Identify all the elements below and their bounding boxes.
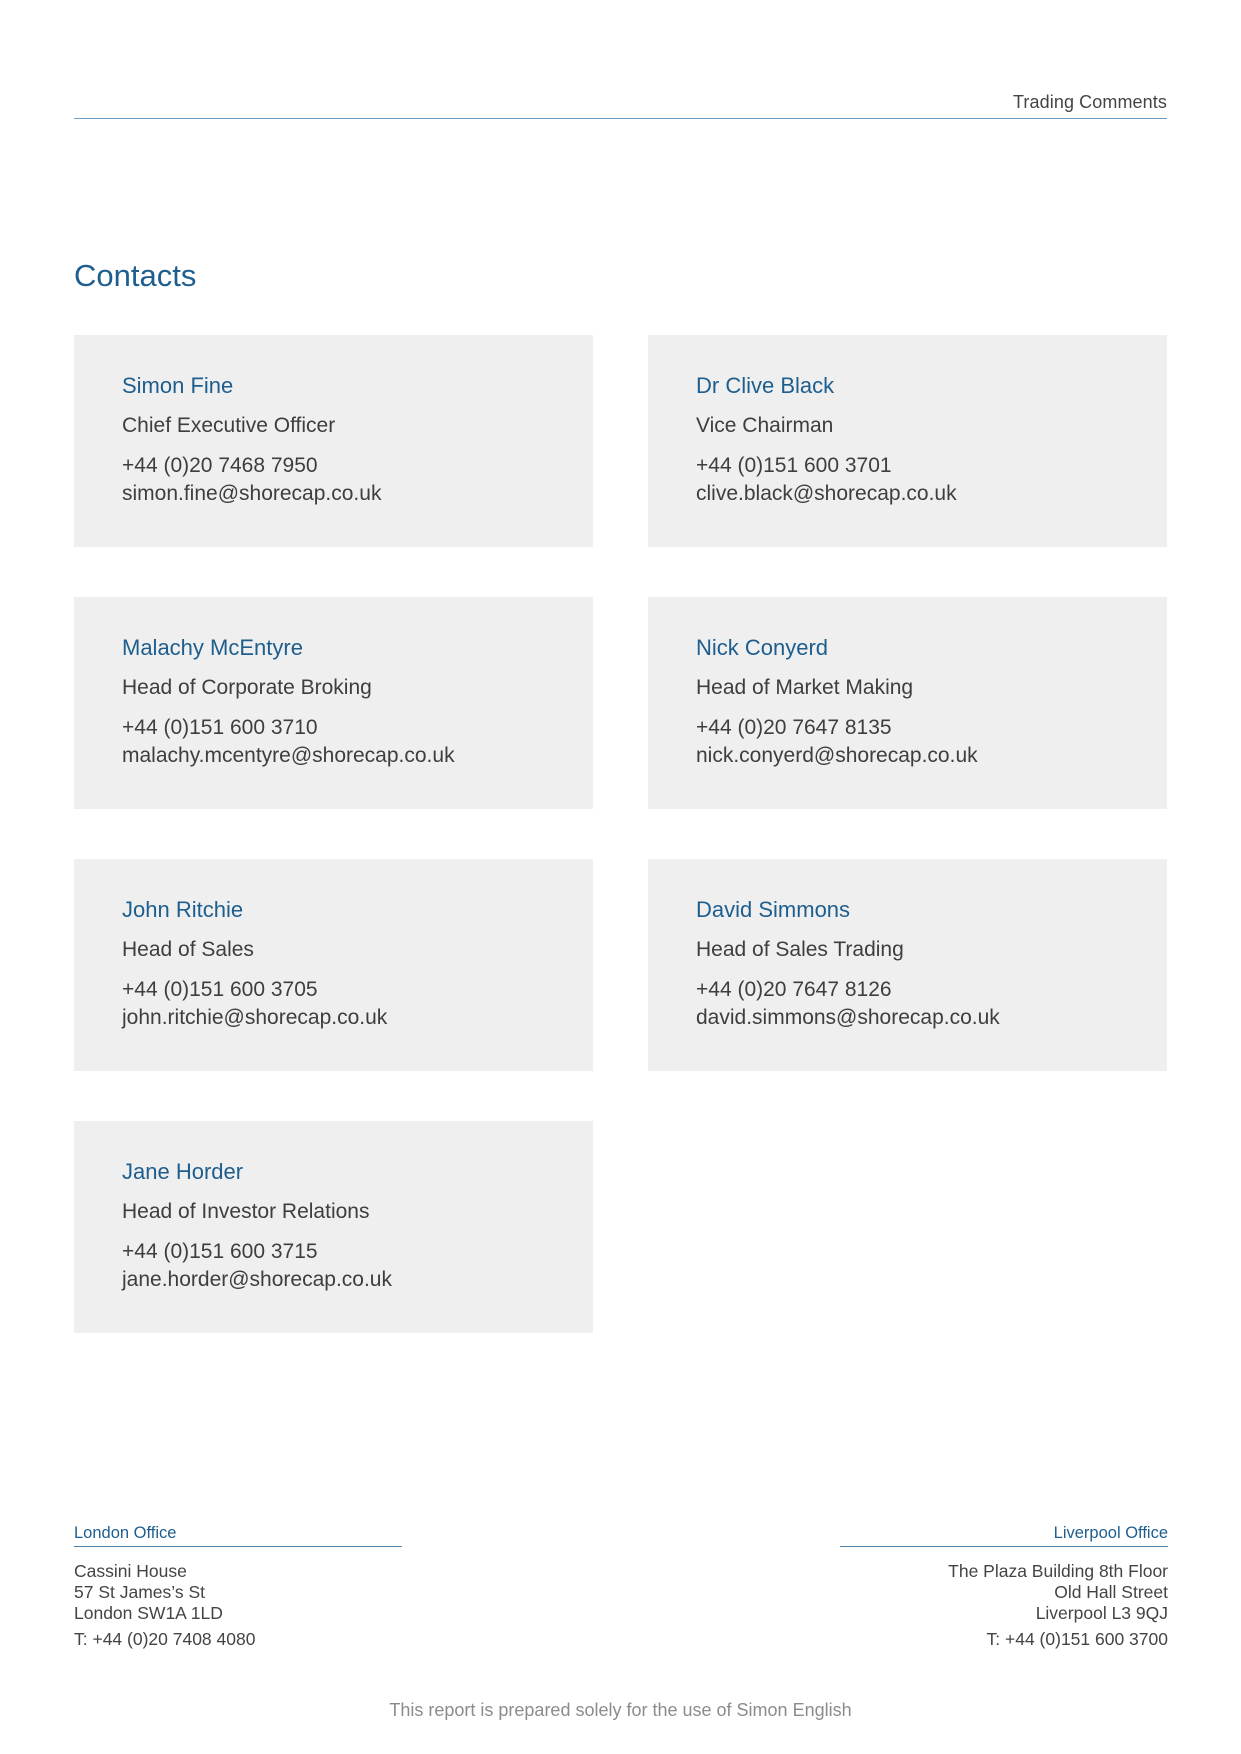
address-line: London SW1A 1LD — [74, 1603, 223, 1623]
contact-name: Dr Clive Black — [696, 373, 835, 398]
contact-name: John Ritchie — [122, 897, 244, 922]
contact-phone: +44 (0)20 7468 7950 — [122, 454, 318, 477]
contact-phone: +44 (0)20 7647 8135 — [696, 716, 892, 739]
liverpool-office — [840, 1524, 1168, 1650]
office-phone: T: +44 (0)20 7408 4080 — [74, 1629, 256, 1649]
contact-role: Head of Sales — [122, 938, 254, 961]
contact-card — [648, 859, 1167, 1071]
office-address — [74, 1561, 402, 1624]
contact-card — [74, 1121, 593, 1333]
contact-email[interactable]: david.simmons@shorecap.co.uk — [696, 1006, 1000, 1029]
contact-role: Head of Market Making — [696, 676, 914, 699]
contact-card — [74, 859, 593, 1071]
contact-name: Malachy McEntyre — [122, 635, 303, 660]
contact-phone: +44 (0)20 7647 8126 — [696, 978, 892, 1001]
office-address — [840, 1561, 1168, 1624]
london-office — [74, 1524, 402, 1650]
office-title: London Office — [74, 1524, 402, 1547]
contact-name: Jane Horder — [122, 1159, 244, 1184]
address-line: Cassini House — [74, 1561, 187, 1581]
header-divider — [74, 118, 1167, 119]
contact-phone: +44 (0)151 600 3701 — [696, 454, 892, 477]
contact-card — [648, 597, 1167, 809]
contact-name: Simon Fine — [122, 373, 234, 398]
page-title: Contacts — [74, 258, 197, 293]
contact-card — [74, 597, 593, 809]
contact-role: Head of Sales Trading — [696, 938, 904, 961]
contact-phone: +44 (0)151 600 3715 — [122, 1240, 318, 1263]
contact-role: Chief Executive Officer — [122, 414, 336, 437]
contact-email[interactable]: jane.horder@shorecap.co.uk — [122, 1268, 392, 1291]
contact-email[interactable]: clive.black@shorecap.co.uk — [696, 482, 957, 505]
contact-email[interactable]: nick.conyerd@shorecap.co.uk — [696, 744, 978, 767]
contact-email[interactable]: malachy.mcentyre@shorecap.co.uk — [122, 744, 455, 767]
contact-phone: +44 (0)151 600 3710 — [122, 716, 318, 739]
address-line: Liverpool L3 9QJ — [1035, 1603, 1168, 1623]
contact-phone: +44 (0)151 600 3705 — [122, 978, 318, 1001]
contact-name: Nick Conyerd — [696, 635, 829, 660]
contact-email[interactable]: simon.fine@shorecap.co.uk — [122, 482, 382, 505]
header-label: Trading Comments — [1013, 92, 1167, 112]
footer-note: This report is prepared solely for the use of Simon English — [389, 1700, 852, 1720]
address-line: Old Hall Street — [1054, 1582, 1168, 1602]
contact-card — [648, 335, 1167, 547]
address-line: The Plaza Building 8th Floor — [948, 1561, 1168, 1581]
contact-role: Vice Chairman — [696, 414, 834, 437]
contact-name: David Simmons — [696, 897, 851, 922]
contact-role: Head of Investor Relations — [122, 1200, 370, 1223]
office-title: Liverpool Office — [840, 1524, 1168, 1547]
office-phone: T: +44 (0)151 600 3700 — [986, 1629, 1168, 1649]
contact-email[interactable]: john.ritchie@shorecap.co.uk — [122, 1006, 388, 1029]
contact-role: Head of Corporate Broking — [122, 676, 372, 699]
contact-card — [74, 335, 593, 547]
address-line: 57 St James’s St — [74, 1582, 205, 1602]
